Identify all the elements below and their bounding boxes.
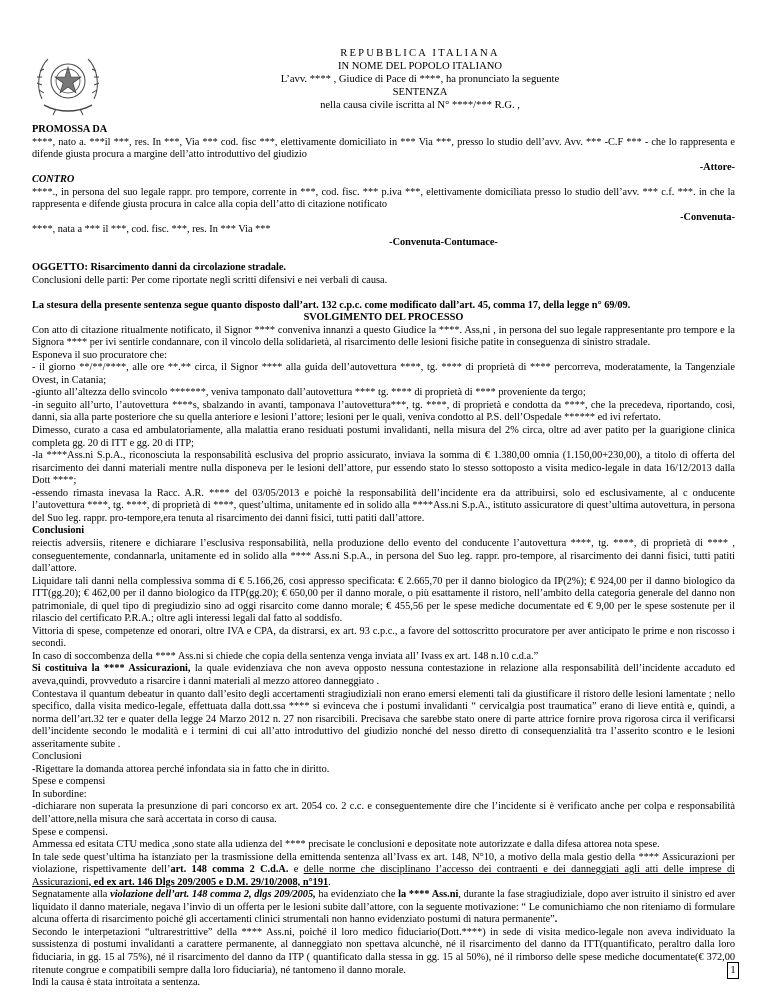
- paragraph: -in seguito all’urto, l’autovettura ****s, sbalzando in avanti, tamponava l’autovettura***, tg. ****, di proprietà e condotta da ****, che la precedeva, riportando, così, danni, sia alla parte posteriore che su quella anteriore e lesioni l’attore; lesioni per le quali, veniva condotto al P.S. dell’Ospedale ****** ed ivi refertato.: [32, 399, 735, 424]
- text-run: , durante la fase stragiudiziale, dopo aver istruito il sinistro ed aver liquidato il danno materiale, negava l’invio di un offerta per le lesioni subite dall’attore, con la seguente motivazione: “ Le comunichiamo che non riteniamo di formulare alcuna offerta di risarcimento poiché gli accertamenti clinici strumentali non hanno evidenziato postumi di natura permanente”: [32, 889, 736, 926]
- text-run: .: [328, 876, 331, 888]
- text-run: Segnatamente alla: [32, 889, 111, 901]
- stesura-note: La stesura della presente sentenza segue quanto disposto dall’art. 132 c.p.c. come modificato dall’art. 45, comma 17, della legge n° 69/09.: [32, 299, 631, 311]
- page-number: 1: [727, 962, 739, 979]
- paragraph: reiectis adversiis, ritenere e dichiarare l’esclusiva responsabilità, nella produzione dello evento del conducente l’autovettura ****, tg. ****, di proprietà di **** , conseguentemente, condannarla, unitamente ed in solido alla **** Ass.ni S.p.A., in persona del Suo leg. rappr. pro-tempore, al risarcimento dei danni fisici, tutti patiti dall’attore.: [32, 537, 735, 575]
- contro-heading: CONTRO: [32, 174, 75, 186]
- oggetto-title: OGGETTO: Risarcimento danni da circolazione stradale.: [32, 261, 286, 273]
- paragraph: [32, 889, 735, 927]
- header-republic: REPUBBLICA ITALIANA: [340, 48, 500, 59]
- svolgimento-heading: SVOLGIMENTO DEL PROCESSO: [303, 312, 464, 324]
- bold-italic-phrase: violazione dell’art. 148 comma 2, dlgs 209/2005,: [110, 889, 316, 901]
- paragraph: Esponeva il suo procuratore che:: [32, 349, 167, 361]
- paragraph: -Rigettare la domanda attorea perché infondata sia in fatto che in diritto.: [32, 763, 330, 775]
- paragraph: Indi la causa è stata introitata a sentenza.: [32, 977, 201, 989]
- paragraph: Vittoria di spese, competenze ed onorari, oltre IVA e CPA, da distrarsi, ex art. 93 c.p.c., a favore del sottoscritto procuratore per aver anticipato le prime e non riscosso i secondi.: [32, 625, 735, 650]
- paragraph: [32, 852, 735, 890]
- text-run: ha evidenziato che: [315, 889, 399, 901]
- paragraph: Ammessa ed esitata CTU medica ,sono state alla udienza del **** precisate le conclusioni e depositate note autorizzate e dalla difesa attorea nota spese.: [32, 839, 660, 851]
- bold-underlined-phrase: , ed ex art. 146 Dlgs 209/2005 e D.M. 29/10/2008, n°191: [88, 876, 329, 888]
- header-case: nella causa civile iscritta al N° ****/*** R.G. ,: [320, 100, 520, 111]
- promossa-text: ****, nato a. ***il ***, res. In ***, Via *** cod. fisc ***, elettivamente domiciliato in *** Via ***, presso lo studio dell’avv. Avv. *** -C.F *** - che lo rappresenta e difende giusta procura a margine dell’atto introduttivo del giudizio: [32, 136, 735, 161]
- paragraph: Dimesso, curato a casa ed ambulatoriamente, alla malattia erano residuati postumi invalidanti, nella misura del 2% circa, oltre ad aver patito per la guarigione clinica completa gg. 20 di ITT e gg. 20 di ITP;: [32, 425, 735, 449]
- text-run: e: [288, 864, 304, 876]
- text-run: la quale evidenziava che non aveva opposto nessuna contestazione in relazione alla responsabilità dell’incidente accaduto ed aveva,quindi, provveduto a risarcire i danni materiali al mezzo attoreo danneggiato .: [32, 663, 735, 687]
- header-judge: L’avv. **** , Giudice di Pace di ****, ha pronunciato la seguente: [280, 74, 560, 85]
- paragraph: In subordine:: [32, 788, 87, 800]
- paragraph: -giunto all’altezza dello svincolo *******, veniva tamponato dall’autovettura **** tg. **** di proprietà di **** proveniente da tergo;: [32, 387, 586, 399]
- paragraph: Contestava il quantum debeatur in quanto dall’esito degli accertamenti stragiudiziali non erano emersi elementi tali da giustificare il ristoro delle lesioni lamentate ; nello specifico, dalla visita medico-legale, effettuata dalla dott.ssa **** si evinceva che i postumi invalidanti “ cervicalgia post traumatica” erano di lieve entità e, quindi, a norma dell’art.32 ter e quater della legge 24 Marzo 2012 n. 27 non risarcibili. Precisava che sarebbe stato onere di parte attrice fornire prova rigorosa circa il verificarsi dell’incidente secondo le modalità e i termini di cui all’atto introduttivo del giudizio nonché del nesso diretto di consequenzialità tra l’asserito scontro e le lesioni asseritamente subite .: [32, 688, 735, 750]
- paragraph: Con atto di citazione ritualmente notificato, il Signor **** conveniva innanzi a questo Giudice la ****. Ass,ni , in persona del suo legale rappresentante pro tempore e la Signora **** per ivi sentirle condannare, con il vincolo della solidarietà, al risarcimento delle lesioni fisiche patite in conseguenza di sinistro stradale.: [32, 324, 735, 349]
- promossa-heading: PROMOSSA DA: [32, 124, 108, 135]
- paragraph: In caso di soccombenza della **** Ass.ni si chiede che copia della sentenza venga inviata all’ Ivass ex art. 148 n.10 c.d.a.”: [32, 650, 539, 662]
- text-run: In tale sede quest’ultima ha istanziato per la trasmissione della emittenda sentenza all’Ivass ex art. 148, N°10, a motivo della mala gestio della **** Assicurazioni per violazione, rispettivamente dell’: [32, 851, 735, 876]
- conclusioni-heading: Conclusioni: [32, 525, 85, 537]
- bold-phrase: art. 148 comma 2 C.d.A.: [170, 864, 289, 876]
- bold-phrase: .: [554, 914, 558, 926]
- header-sentence: SENTENZA: [392, 87, 448, 98]
- convenuta-label: -Convenuta-: [680, 211, 735, 223]
- paragraph: - il giorno **/**/****, alle ore **.** circa, il Signor **** alla guida dell’autovettura ****, tg. **** di proprietà di **** percorreva, moderatamente, la Tangenziale Ovest, in Catania;: [32, 362, 735, 386]
- paragraph: Secondo le interpetazioni “ultrarestrittive” della **** Ass.ni, poiché il loro medico fiduciario(Dott.****) in sede di visita medico-legale non aveva individuato la sussistenza di postumi invalidanti a carattere permanente, al danneggiato non spettava alcunchè, né il risarcimento del danno da ITT(quantificato, peraltro dalla loro fiduciaria, in gg. 15 al 75%), né il risarcimento del danno da ITP ( quantificato dalla stessa in gg. 15 al 50%), né il rimborso delle spese mediche documentate(€ 372,00 ritenute congrue e compatibili sempre dalla loro fiduciaria), né tantomeno il danno morale.: [32, 926, 735, 976]
- convenuta-contumace-text: ****, nata a *** il ***, cod. fisc. ***, res. In *** Via ***: [32, 224, 271, 236]
- bold-phrase: Si costituiva la **** Assicurazioni,: [32, 663, 191, 675]
- header-people: IN NOME DEL POPOLO ITALIANO: [337, 61, 503, 72]
- paragraph: -la ****Ass.ni S.p.A., riconosciuta la responsabilità esclusiva del proprio assicurato, inviava la somma di € 1.380,00 omnia (1.150,00+230,00), a titolo di offerta del risarcimento dei danni materiali mentre nulla disponeva per le lesioni dell’attore, pur essendo stato lo stesso sottoposto a visita medico-legale in data 16/12/2013 dalla Dott ****;: [32, 450, 735, 487]
- contro-text: ****., in persona del suo legale rappr. pro tempore, corrente in ***, cod. fisc. *** p.iva ***, elettivamente domiciliata presso lo studio dell’avv. *** c.f. ***. in che la rappresenta e difende giusta procura in calce alla copia dell’atto di citazione notificato: [32, 186, 735, 211]
- underlined-phrase: delle norme che disciplinano l’accesso dei contraenti e dei danneggiati agli atti delle imprese di Assicurazioni: [32, 864, 735, 888]
- contumace-label: -Convenuta-Contumace-: [389, 236, 498, 248]
- italian-republic-emblem-icon: [34, 47, 102, 119]
- oggetto-conclusioni: Conclusioni delle parti: Per come riportate negli scritti difensivi e nei verbali di causa.: [32, 274, 388, 286]
- paragraph: -dichiarare non superata la presunzione di pari concorso ex art. 2054 co. 2 c.c. e conseguentemente dire che l’incidente si è verificato anche per colpa e responsabilità dell’attore,nella misura che sarà accertata in corso di causa.: [32, 801, 735, 825]
- attore-label: -Attore-: [699, 161, 735, 173]
- paragraph: -essendo rimasta inevasa la Racc. A.R. **** del 03/05/2013 e poichè la responsabilità dell’incidente era da attribuirsi, solo ed esclusivamente, al c onducente l’autovettura ****, tg. ****, di proprietà di ****, quest’ultima, unitamente ed in solido alla ****Ass.ni S.p.A., istituto assicuratore di quest’ultima autovettura, in persona del Suo leg. rappr. pro-tempore,era tenuta al risarcimento dei danni fisici, tutti patiti dall’attore.: [32, 487, 735, 524]
- bold-phrase: la **** Ass.ni: [398, 889, 459, 901]
- paragraph: [32, 663, 735, 688]
- paragraph: Spese e compensi.: [32, 826, 108, 838]
- document-body: [32, 124, 735, 990]
- conclusioni-heading: Conclusioni: [32, 751, 82, 763]
- paragraph: Liquidare tali danni nella complessiva somma di € 5.166,26, così appresso specificata: € 2.665,70 per il danno biologico da IP(2%); € 924,00 per il danno biologico da ITT(gg.20); € 462,00 per il danno biologico da ITP(gg.20); € 650,00 per il danno morale, o più esattamente il ristoro, nell’ambito della categoria generale del danno non patrimoniale, di quel tipo di pregiudizio sino ad oggi risarcito come danno morale; € 455,56 per le spese mediche documentate ed € 9,00 per le spese sostenute per il rilascio del certificato P.R.A.; oltre agli interessi legali dal fatto al soddisfo.: [32, 575, 735, 625]
- paragraph: Spese e compensi: [32, 776, 106, 788]
